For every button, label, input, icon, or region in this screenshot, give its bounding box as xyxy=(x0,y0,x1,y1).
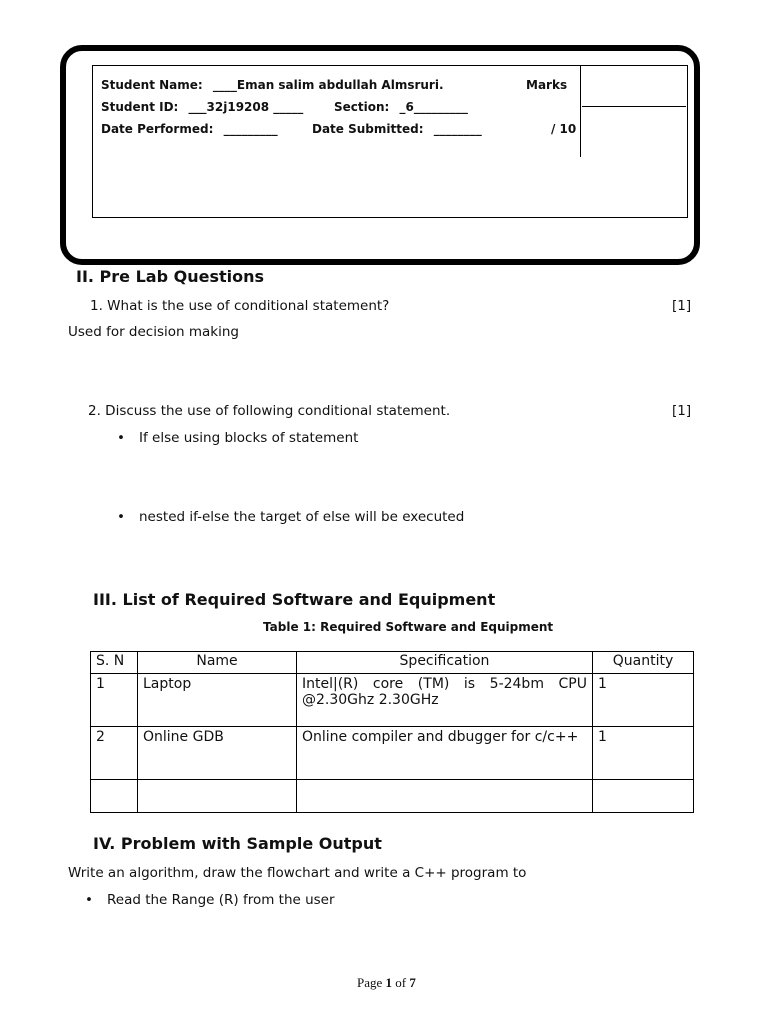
date-performed-value: _________ xyxy=(223,122,278,136)
table-cell: Online GDB xyxy=(138,727,297,780)
section-row xyxy=(334,100,468,114)
table-cell xyxy=(91,780,138,813)
table-header-row xyxy=(91,652,694,674)
table-cell xyxy=(138,780,297,813)
student-name-value: ____Eman salim abdullah Almsruri. xyxy=(212,78,444,92)
table-cell: 2 xyxy=(91,727,138,780)
problem-heading: IV. Problem with Sample Output xyxy=(93,834,382,853)
table-cell: 1 xyxy=(593,674,694,727)
column-header: S. N xyxy=(91,652,138,674)
table-cell xyxy=(593,780,694,813)
question-1-marks: [1] xyxy=(672,298,692,314)
bullet-nested-if-else: • nested if-else the target of else will be executed xyxy=(139,509,464,525)
answer-1: Used for decision making xyxy=(68,324,239,340)
bullet-if-else: • If else using blocks of statement xyxy=(139,430,358,446)
column-header: Quantity xyxy=(593,652,694,674)
date-performed-label: Date Performed: xyxy=(101,122,214,136)
date-submitted-value: ________ xyxy=(433,122,482,136)
question-2-marks: [1] xyxy=(672,403,692,419)
table-cell: Online compiler and dbugger for c/c++ xyxy=(297,727,593,780)
date-performed-row xyxy=(101,122,278,136)
student-id-row xyxy=(101,100,303,114)
table-cell: Intel|(R) core (TM) is 5-24bm CPU @2.30Ghz 2.30GHz xyxy=(297,674,593,727)
date-submitted-label: Date Submitted: xyxy=(312,122,424,136)
column-header: Specification xyxy=(297,652,593,674)
table-row xyxy=(91,674,694,727)
section-label: Section: xyxy=(334,100,390,114)
problem-intro: Write an algorithm, draw the flowchart and write a C++ program to xyxy=(68,865,527,881)
table-caption: Table 1: Required Software and Equipment xyxy=(263,620,554,634)
software-table xyxy=(90,651,694,813)
bullet-read-range: • Read the Range (R) from the user xyxy=(107,892,335,908)
question-2: 2. Discuss the use of following conditional statement. xyxy=(88,403,451,419)
marks-line xyxy=(582,106,686,107)
table-row xyxy=(91,780,694,813)
table-cell: 1 xyxy=(91,674,138,727)
question-1: 1. What is the use of conditional statement? xyxy=(90,298,390,314)
student-id-value: ___32j19208 _____ xyxy=(188,100,304,114)
student-id-label: Student ID: xyxy=(101,100,179,114)
section-value: _6_________ xyxy=(399,100,468,114)
marks-total: / 10 xyxy=(551,122,577,136)
table-cell: 1 xyxy=(593,727,694,780)
student-name-row xyxy=(101,78,444,92)
page-footer xyxy=(357,975,416,991)
page-word: Page xyxy=(357,975,383,990)
marks-divider xyxy=(580,65,581,157)
table-cell: Laptop xyxy=(138,674,297,727)
of-word: of xyxy=(395,975,407,990)
software-heading: III. List of Required Software and Equipment xyxy=(93,590,496,609)
page-total: 7 xyxy=(409,975,416,990)
page-number: 1 xyxy=(385,975,393,990)
table-cell xyxy=(297,780,593,813)
marks-label: Marks xyxy=(526,78,568,92)
student-name-label: Student Name: xyxy=(101,78,203,92)
column-header: Name xyxy=(138,652,297,674)
pre-lab-heading: II. Pre Lab Questions xyxy=(76,267,265,286)
date-submitted-row xyxy=(312,122,482,136)
table-row xyxy=(91,727,694,780)
